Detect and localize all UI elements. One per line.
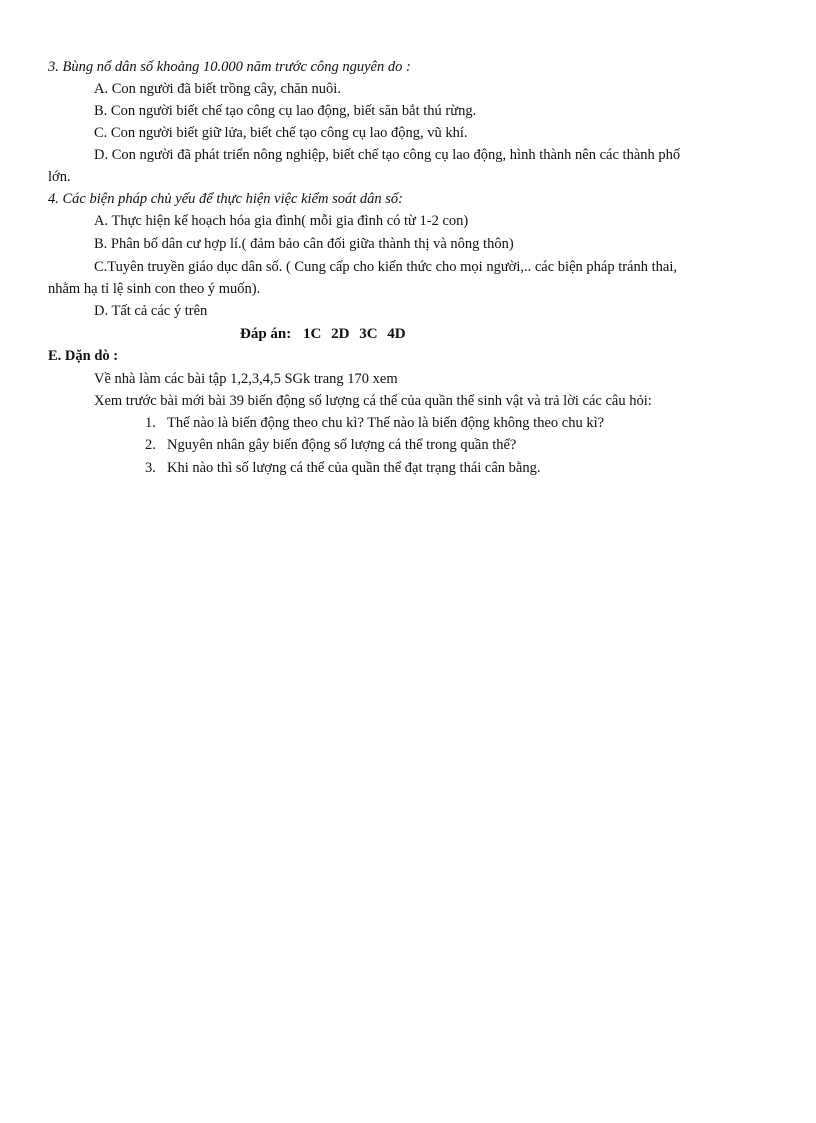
list-item-number: 3. xyxy=(145,460,156,476)
question-4-option-b: B. Phân bố dân cư hợp lí.( đảm bảo cân đối giữa thành thị và nông thôn) xyxy=(94,236,514,252)
question-4-option-d: D. Tất cả các ý trên xyxy=(94,303,208,319)
homework-line: Về nhà làm các bài tập 1,2,3,4,5 SGk trang 170 xem xyxy=(94,371,398,387)
question-3-option-c: C. Con người biết giữ lửa, biết chế tạo công cụ lao động, vũ khí. xyxy=(94,125,468,141)
question-4-option-c-continued: nhằm hạ tỉ lệ sinh con theo ý muốn). xyxy=(48,281,261,297)
list-item-text: Khi nào thì số lượng cá thể của quần thể đạt trạng thái cân bằng. xyxy=(167,460,541,476)
answer-key-label: Đáp án: xyxy=(240,326,292,342)
section-e-heading: E. Dặn dò : xyxy=(48,348,119,364)
list-item-text: Nguyên nhân gây biến động số lượng cá thể trong quần thể? xyxy=(167,437,517,453)
question-3-option-b: B. Con người biết chế tạo công cụ lao động, biết săn bắt thú rừng. xyxy=(94,103,477,119)
answer-key xyxy=(240,325,412,343)
question-3-option-d: D. Con người đã phát triển nông nghiệp, biết chế tạo công cụ lao động, hình thành nên các thành phố xyxy=(94,147,681,163)
question-3-option-d-continued: lớn. xyxy=(48,169,71,185)
list-item xyxy=(145,414,604,432)
question-4-option-c: C.Tuyên truyền giáo dục dân số. ( Cung cấp cho kiến thức cho mọi người,.. các biện pháp tránh thai, xyxy=(94,259,677,275)
answer-2: 2D xyxy=(331,326,350,342)
list-item xyxy=(145,436,516,454)
question-3-stem: 3. Bùng nổ dân số khoảng 10.000 năm trước công nguyên do : xyxy=(48,59,411,75)
list-item-number: 1. xyxy=(145,415,156,431)
question-4-option-a: A. Thực hiện kế hoạch hóa gia đình( mỗi gia đình có từ 1-2 con) xyxy=(94,213,469,229)
list-item-text: Thế nào là biến động theo chu kì? Thế nào là biến động không theo chu kì? xyxy=(167,415,605,431)
answer-3: 3C xyxy=(359,326,378,342)
question-4-stem: 4. Các biện pháp chủ yếu để thực hiện việc kiểm soát dân số: xyxy=(48,191,404,207)
list-item xyxy=(145,459,540,477)
answer-1: 1C xyxy=(303,326,322,342)
answer-4: 4D xyxy=(387,326,406,342)
preview-line: Xem trước bài mới bài 39 biến động số lượng cá thể của quần thể sinh vật và trả lời các câu hỏi: xyxy=(94,393,652,409)
list-item-number: 2. xyxy=(145,437,156,453)
question-3-option-a: A. Con người đã biết trồng cây, chăn nuôi. xyxy=(94,81,341,97)
